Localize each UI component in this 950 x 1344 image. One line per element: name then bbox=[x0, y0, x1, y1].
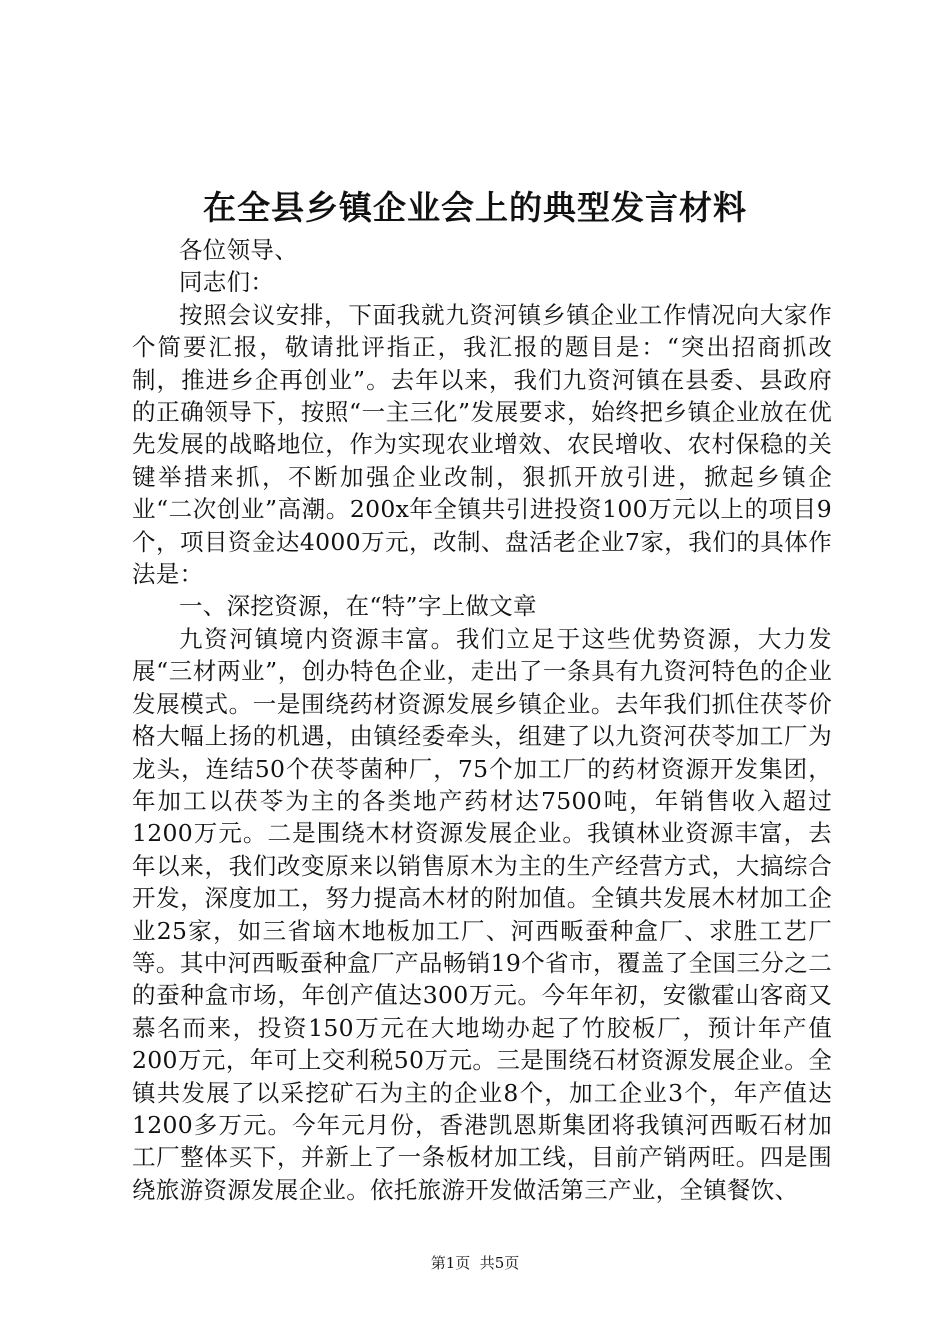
salutation-line: 各位领导、 bbox=[179, 236, 298, 264]
section-heading: 一、深挖资源，在“特”字上做文章 bbox=[179, 592, 537, 621]
document-title: 在全县乡镇企业会上的典型发言材料 bbox=[203, 188, 747, 227]
page-footer bbox=[0, 1252, 950, 1274]
salutation-line: 同志们： bbox=[179, 268, 275, 297]
body-paragraph: 按照会议安排，下面我就九资河镇乡镇企业工作情况向大家作个简要汇报，敬请批评指正，我汇报的题目是：“突出招商抓改制，推进乡企再创业”。去年以来，我们九资河镇在县委、县政府的正确领导下，按照“一主三化”发展要求，始终把乡镇企业放在优先发展的战略地位，作为实现农业增效、农民增收、农村保稳的关键举措来抓，不断加强企业改制，狠抓开放引进，掀起乡镇企业“二次创业”高潮。200x年全镇共引进投资100万元以上的项目9个，项目资金达4000万元，改制、盘活老企业7家，我们的具体作法是： bbox=[132, 300, 832, 589]
page-number-label: 第1页 共5页 bbox=[430, 1254, 520, 1272]
body-paragraph: 九资河镇境内资源丰富。我们立足于这些优势资源，大力发展“三材两业”，创办特色企业，走出了一条具有九资河特色的企业发展模式。一是围绕药材资源发展乡镇企业。去年我们抓住茯苓价格大幅上扬的机遇，由镇经委牵头，组建了以九资河茯苓加工厂为龙头，连结50个茯苓菌种厂，75个加工厂的药材资源开发集团，年加工以茯苓为主的各类地产药材达7500吨，年销售收入超过1200万元。二是围绕木材资源发展企业。我镇林业资源丰富，去年以来，我们改变原来以销售原木为主的生产经营方式，大搞综合开发，深度加工，努力提高木材的附加值。全镇共发展木材加工企业25家，如三省垴木地板加工厂、河西畈蚕种盒厂、求胜工艺厂等。其中河西畈蚕种盒厂产品畅销19个省市，覆盖了全国三分之二的蚕种盒市场，年创产值达300万元。今年年初，安徽霍山客商又慕名而来，投资150万元在大地坳办起了竹胶板厂，预计年产值200万元，年可上交利税50万元。三是围绕石材资源发展企业。全镇共发展了以采挖矿石为主的企业8个，加工企业3个，年产值达1200多万元。今年元月份，香港凯恩斯集团将我镇河西畈石材加工厂整体买下，并新上了一条板材加工线，目前产销两旺。四是围绕旅游资源发展企业。依托旅游开发做活第三产业，全镇餐饮、 bbox=[132, 624, 832, 1204]
document-body bbox=[132, 234, 832, 1206]
